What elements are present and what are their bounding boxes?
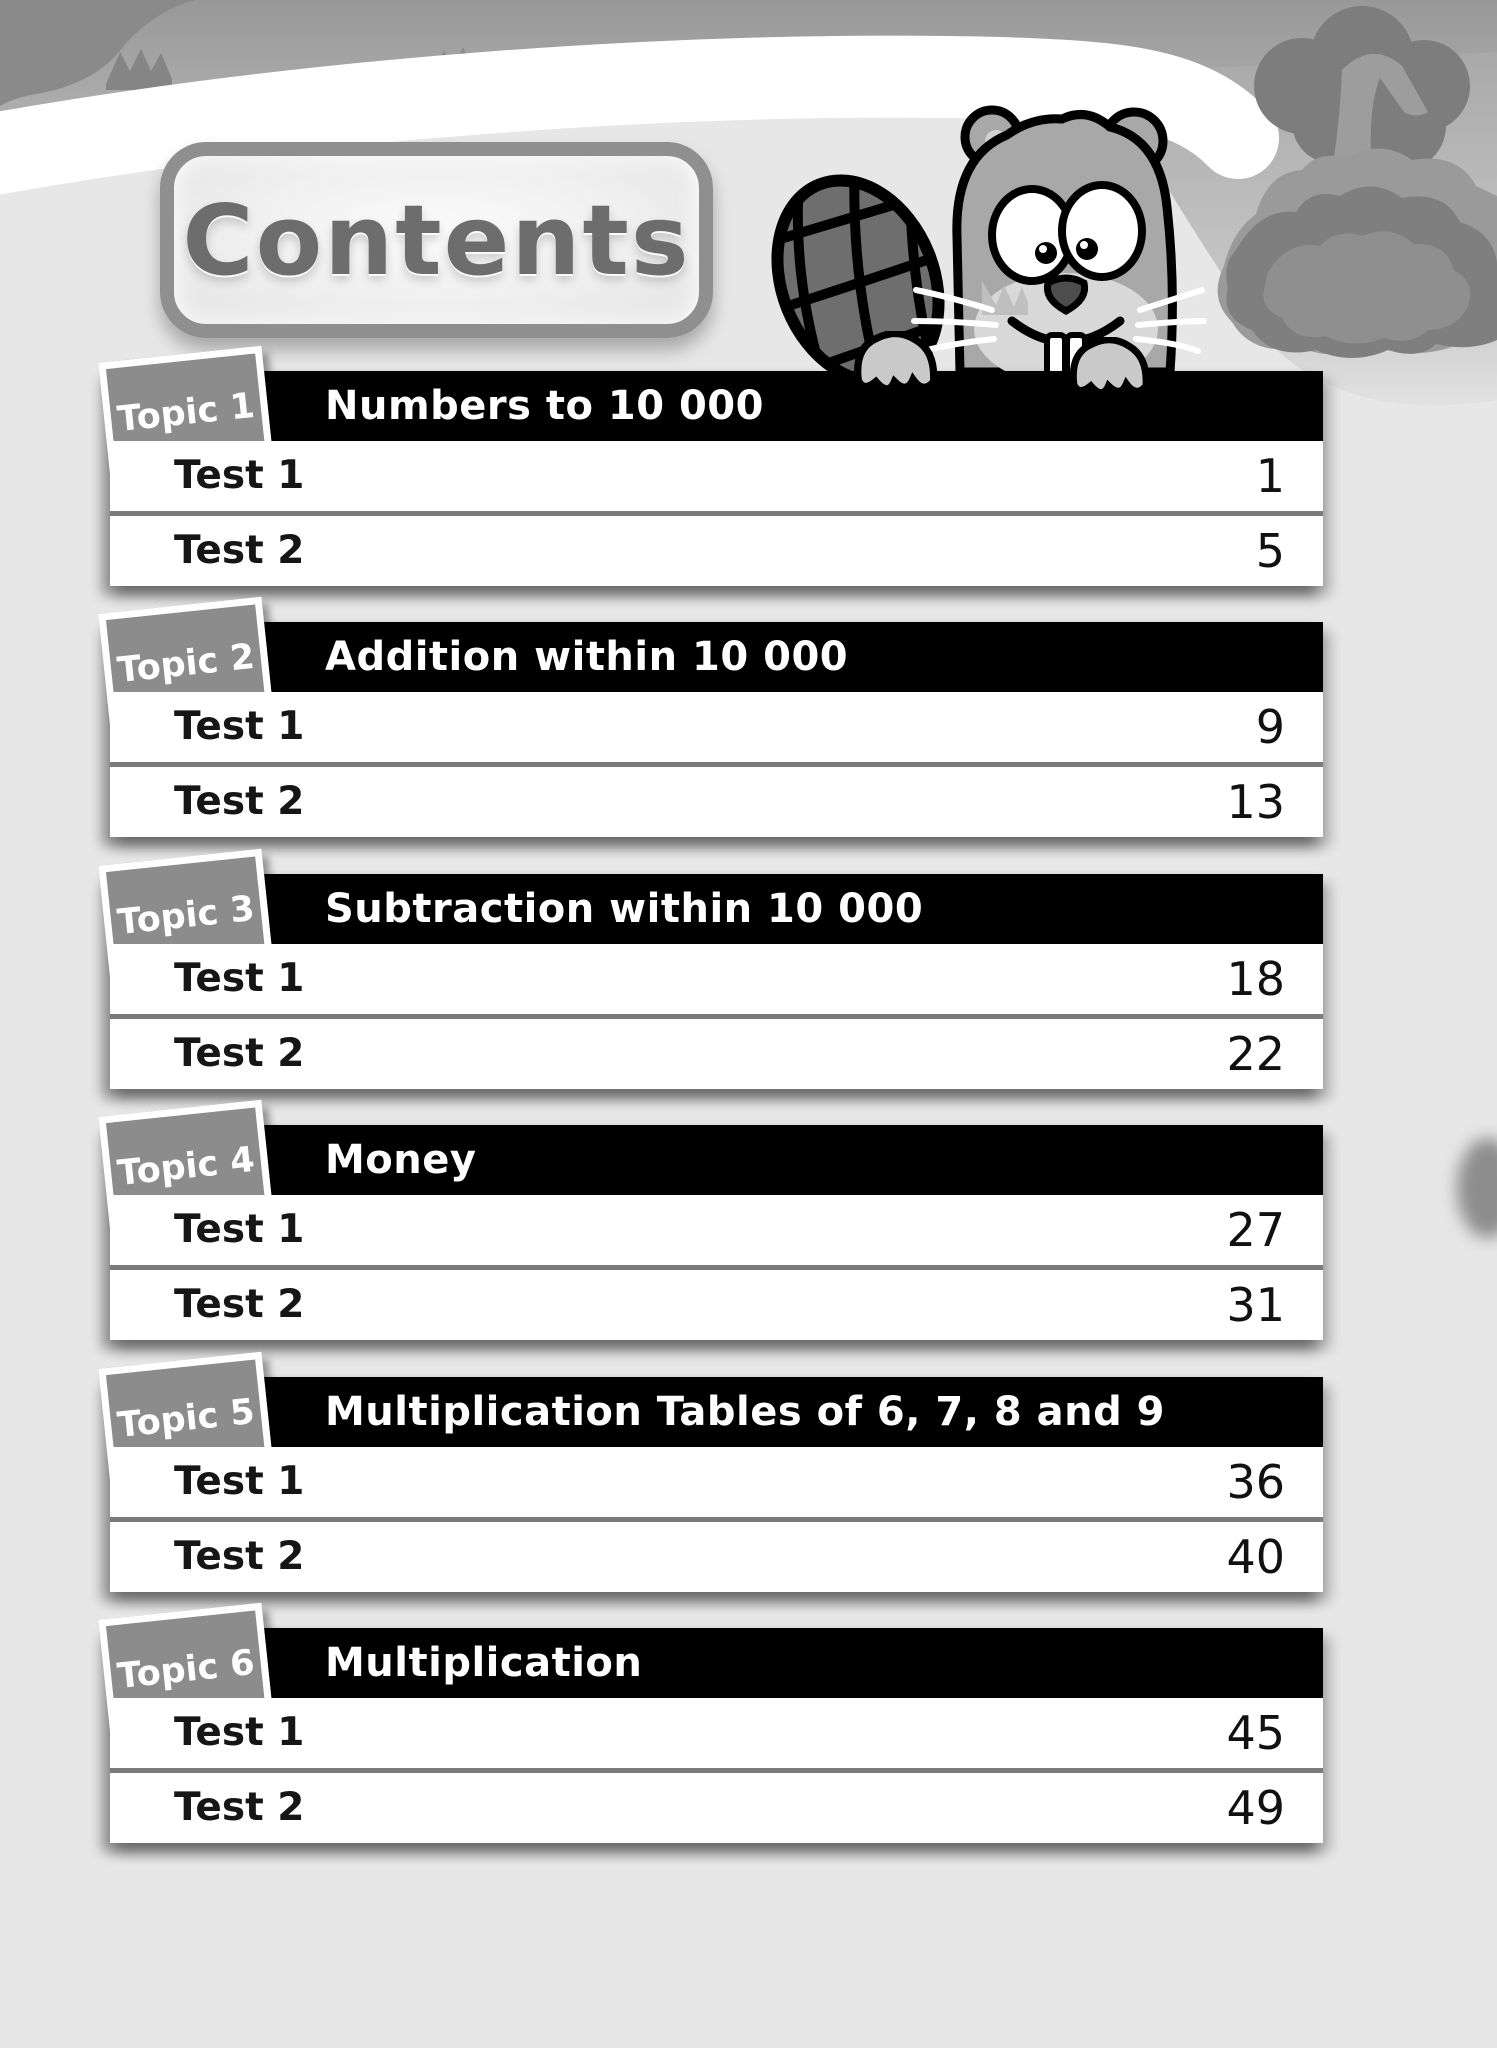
test-label: Test 1 [174,704,305,749]
topic-title: Multiplication Tables of 6, 7, 8 and 9 [325,1389,1165,1435]
topic-header-bar [110,1628,1323,1698]
beaver-paw-icon [1068,337,1152,399]
toc-row [110,516,1323,586]
toc-row [110,1522,1323,1592]
page-number: 40 [1226,1530,1285,1584]
beaver-paw-icon [852,331,940,395]
topic-badge-label: Topic 3 [115,888,257,944]
topic-title: Addition within 10 000 [325,634,849,680]
topic-section-2 [110,622,1323,837]
topic-rows [110,441,1323,586]
topic-rows [110,944,1323,1089]
test-label: Test 2 [174,1785,305,1830]
test-label: Test 2 [174,528,305,573]
test-label: Test 1 [174,453,305,498]
topic-title: Multiplication [325,1640,643,1686]
topic-badge-label: Topic 6 [115,1642,257,1698]
page-number: 1 [1255,449,1285,503]
page-number: 18 [1226,952,1285,1006]
toc-row [110,1447,1323,1517]
page-number: 27 [1226,1203,1285,1257]
page-number: 5 [1255,524,1285,578]
page-number: 9 [1255,700,1285,754]
topic-section-3 [110,874,1323,1089]
toc-row [110,1195,1323,1265]
test-label: Test 1 [174,956,305,1001]
beaver-nose [1047,278,1084,311]
topic-section-5 [110,1377,1323,1592]
topic-badge-label: Topic 5 [115,1391,257,1447]
topic-section-1 [110,371,1323,586]
page-number: 45 [1226,1706,1285,1760]
beaver-mascot [730,85,1230,372]
test-label: Test 1 [174,1459,305,1504]
toc-row [110,1773,1323,1843]
topic-rows [110,692,1323,837]
page-number: 31 [1226,1278,1285,1332]
test-label: Test 1 [174,1207,305,1252]
page-number: 36 [1226,1455,1285,1509]
toc-row [110,441,1323,511]
test-label: Test 2 [174,779,305,824]
topic-badge-label: Topic 1 [115,385,257,441]
test-label: Test 2 [174,1031,305,1076]
page-number: 13 [1226,775,1285,829]
topic-section-4 [110,1125,1323,1340]
page-number: 49 [1226,1781,1285,1835]
topic-title: Numbers to 10 000 [325,383,764,429]
toc-row [110,1019,1323,1089]
page-edge-blob [1457,1138,1497,1238]
topic-rows [110,1447,1323,1592]
topic-header-bar [110,1377,1323,1447]
page-title: Contents [182,183,691,297]
topic-header-bar [110,622,1323,692]
topic-title: Money [325,1137,477,1183]
toc-row [110,692,1323,762]
test-label: Test 1 [174,1710,305,1755]
test-label: Test 2 [174,1534,305,1579]
test-label: Test 2 [174,1282,305,1327]
topic-header-bar [110,874,1323,944]
topic-section-6 [110,1628,1323,1843]
topic-rows [110,1698,1323,1843]
topic-badge-label: Topic 4 [115,1139,257,1195]
toc-row [110,1270,1323,1340]
page-number: 22 [1226,1027,1285,1081]
toc-row [110,944,1323,1014]
topic-rows [110,1195,1323,1340]
toc-row [110,767,1323,837]
toc-row [110,1698,1323,1768]
topic-title: Subtraction within 10 000 [325,886,924,932]
topic-header-bar [110,1125,1323,1195]
contents-title-box [160,142,713,338]
topic-badge-label: Topic 2 [115,636,257,692]
